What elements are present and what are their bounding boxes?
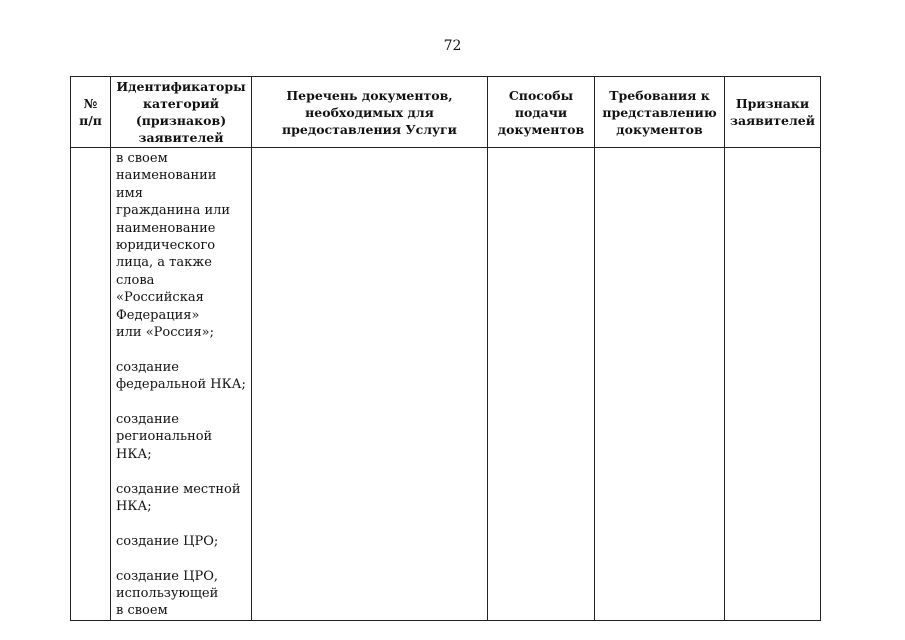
- identifier-item: создание региональной НКА;: [116, 412, 213, 462]
- identifier-item: создание ЦРО, использующей в своем: [116, 568, 219, 619]
- identifier-item: создание федеральной НКА;: [116, 359, 246, 393]
- identifier-item: создание местной НКА;: [116, 481, 241, 515]
- cell-submission-methods: [488, 148, 595, 621]
- cell-applicant-signs: [725, 148, 821, 621]
- header-document-requirements: Требования к представлению документов: [595, 77, 725, 148]
- identifier-item: в своем наименовании имя гражданина или наименование юридического лица, а также слова «Российская Федерация» или «Россия»;: [116, 151, 231, 341]
- cell-documents-list: [252, 148, 488, 621]
- identifier-item: создание ЦРО;: [116, 533, 219, 549]
- cell-identifiers: [111, 148, 252, 621]
- document-table: [70, 76, 821, 621]
- header-documents-list: Перечень документов, необходимых для предоставления Услуги: [252, 77, 488, 148]
- cell-document-requirements: [595, 148, 725, 621]
- table-header-row: [71, 77, 821, 148]
- header-number: № п/п: [71, 77, 111, 148]
- cell-number: [71, 148, 111, 621]
- page-number: 72: [443, 38, 462, 54]
- table-row: [71, 148, 821, 621]
- header-applicant-signs: Признаки заявителей: [725, 77, 821, 148]
- header-identifiers: Идентификаторы категорий (признаков) заявителей: [111, 77, 252, 148]
- header-submission-methods: Способы подачи документов: [488, 77, 595, 148]
